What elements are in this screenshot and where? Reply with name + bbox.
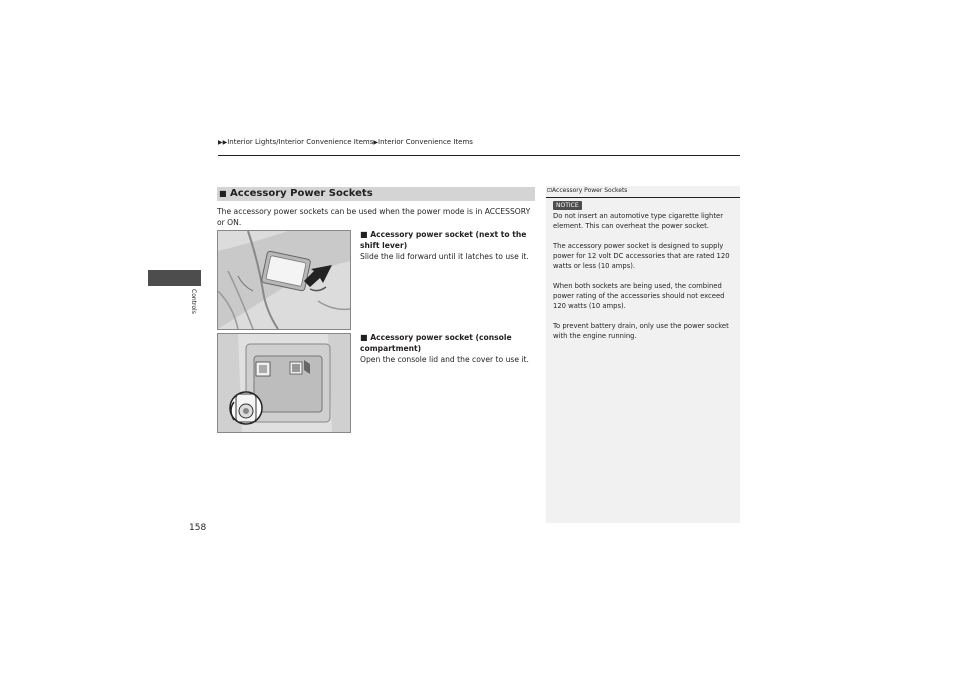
- note-paragraph: The accessory power socket is designed to supply power for 12 volt DC accessories that are rated 120 watts or less (10 amps).: [553, 242, 730, 270]
- section-title: [219, 188, 373, 199]
- section-intro: The accessory power sockets can be used when the power mode is in ACCESSORY or ON.: [217, 207, 531, 227]
- note-paragraph: Do not insert an automotive type cigarette lighter element. This can overheat the power socket.: [553, 212, 723, 230]
- notes-title-text[interactable]: Accessory Power Sockets: [552, 187, 628, 194]
- section-square-icon: ■: [219, 189, 227, 198]
- shift-lever-socket-illustration: [218, 231, 350, 329]
- console-socket-photo: [217, 333, 351, 433]
- note-reference-icon: ⊡: [547, 187, 553, 194]
- subsection-text-console: Open the console lid and the cover to use it.: [360, 355, 529, 364]
- shift-lever-socket-photo: [217, 230, 351, 330]
- breadcrumb-arrow-icon: ▶▶: [218, 139, 228, 146]
- subsection-text-shift-lever: Slide the lid forward until it latches to use it.: [360, 252, 529, 261]
- subsection-heading-console: [360, 332, 530, 354]
- chapter-label: Controls: [190, 289, 197, 314]
- chapter-tab: [148, 270, 201, 286]
- subsection-square-icon: ■: [360, 333, 368, 342]
- page-number: 158: [189, 523, 207, 533]
- section-title-text: Accessory Power Sockets: [230, 188, 373, 199]
- note-paragraph: When both sockets are being used, the combined power rating of the accessories should not exceed 120 watts (10 amps).: [553, 282, 725, 310]
- subsection-heading-shift-lever: [360, 229, 530, 251]
- subsection-heading-text: Accessory power socket (next to the shift lever): [360, 230, 527, 250]
- notice-badge: NOTICE: [553, 201, 582, 210]
- subsection-heading-text: Accessory power socket (console compartment): [360, 333, 512, 353]
- breadcrumb-part-2[interactable]: Interior Convenience Items: [378, 138, 473, 146]
- subsection-square-icon: ■: [360, 230, 368, 239]
- console-socket-illustration: [218, 334, 350, 432]
- note-paragraph: To prevent battery drain, only use the power socket with the engine running.: [553, 322, 729, 340]
- header-divider: [218, 155, 740, 156]
- breadcrumb-part-1[interactable]: Interior Lights/Interior Convenience Items: [227, 138, 374, 146]
- breadcrumb-separator-icon: ▶: [373, 139, 378, 146]
- notes-divider: [546, 197, 740, 198]
- notes-title: [547, 187, 627, 194]
- notes-panel: [546, 186, 740, 523]
- breadcrumb: [218, 138, 473, 146]
